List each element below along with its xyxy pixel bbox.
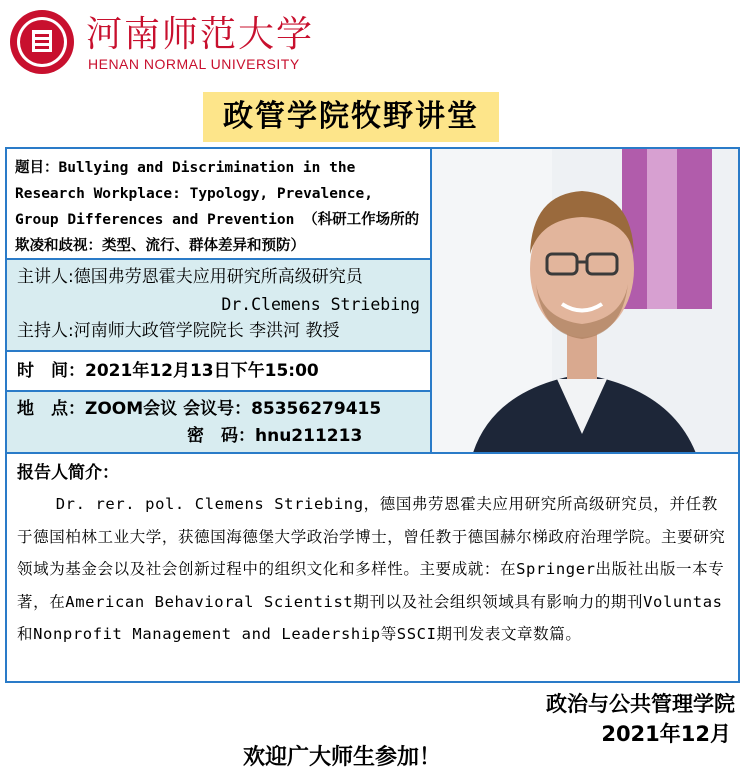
topic-section xyxy=(5,147,432,260)
lecture-banner: 政管学院牧野讲堂 xyxy=(203,92,499,142)
speaker-portrait-icon xyxy=(432,149,740,454)
university-name-en: HENAN NORMAL UNIVERSITY xyxy=(88,56,300,72)
university-name-cn: 河南师范大学 xyxy=(86,14,315,55)
bio-title: 报告人简介： xyxy=(17,463,119,483)
welcome-message: 欢迎广大师生参加！ xyxy=(243,744,442,770)
university-header xyxy=(8,4,315,76)
issue-date: 2021年12月 xyxy=(601,722,731,746)
topic-title-cn: （科研工作场所的欺凌和歧视：类型、流行、群体差异和预防） xyxy=(15,212,420,254)
password-line: 密 码：hnu211213 xyxy=(187,426,363,446)
speaker-photo xyxy=(432,147,740,454)
speaker-bio-section xyxy=(5,454,740,683)
topic-title-en: Bullying and Discrimination in the Research Workplace: Typology, Prevalence, Group Differences and Prevention xyxy=(15,160,373,228)
speaker-name: Dr.Clemens Striebing xyxy=(221,295,420,314)
host-line: 主持人:河南师大政管学院院长 李洪河 教授 xyxy=(17,321,340,341)
organizer-name: 政治与公共管理学院 xyxy=(546,691,735,716)
speaker-section xyxy=(5,260,432,352)
topic-label: 题目： xyxy=(15,160,59,176)
time-section: 时 间：2021年12月13日下午15:00 xyxy=(5,352,432,392)
bio-text: Dr. rer. pol. Clemens Striebing，德国弗劳恩霍夫应用研究所高级研究员，并任教于德国柏林工业大学，获德国海德堡大学政治学博士，曾任教于德国赫尔梯政府治理学院。主要研究领域为基金会以及社会创新过程中的组织文化和多样性。主要成就：在Springer出版社出版一本专著，在American Behavioral Scientist期刊以及社会组织领域具有影响力的期刊Voluntas和Nonprofit Management and Leadership等SSCI期刊发表文章数篇。 xyxy=(17,495,726,643)
speaker-line: 主讲人:德国弗劳恩霍夫应用研究所高级研究员 xyxy=(17,267,363,287)
place-section xyxy=(5,392,432,454)
place-line: 地 点：ZOOM会议 会议号：85356279415 xyxy=(17,399,382,419)
university-seal-icon xyxy=(8,8,76,76)
